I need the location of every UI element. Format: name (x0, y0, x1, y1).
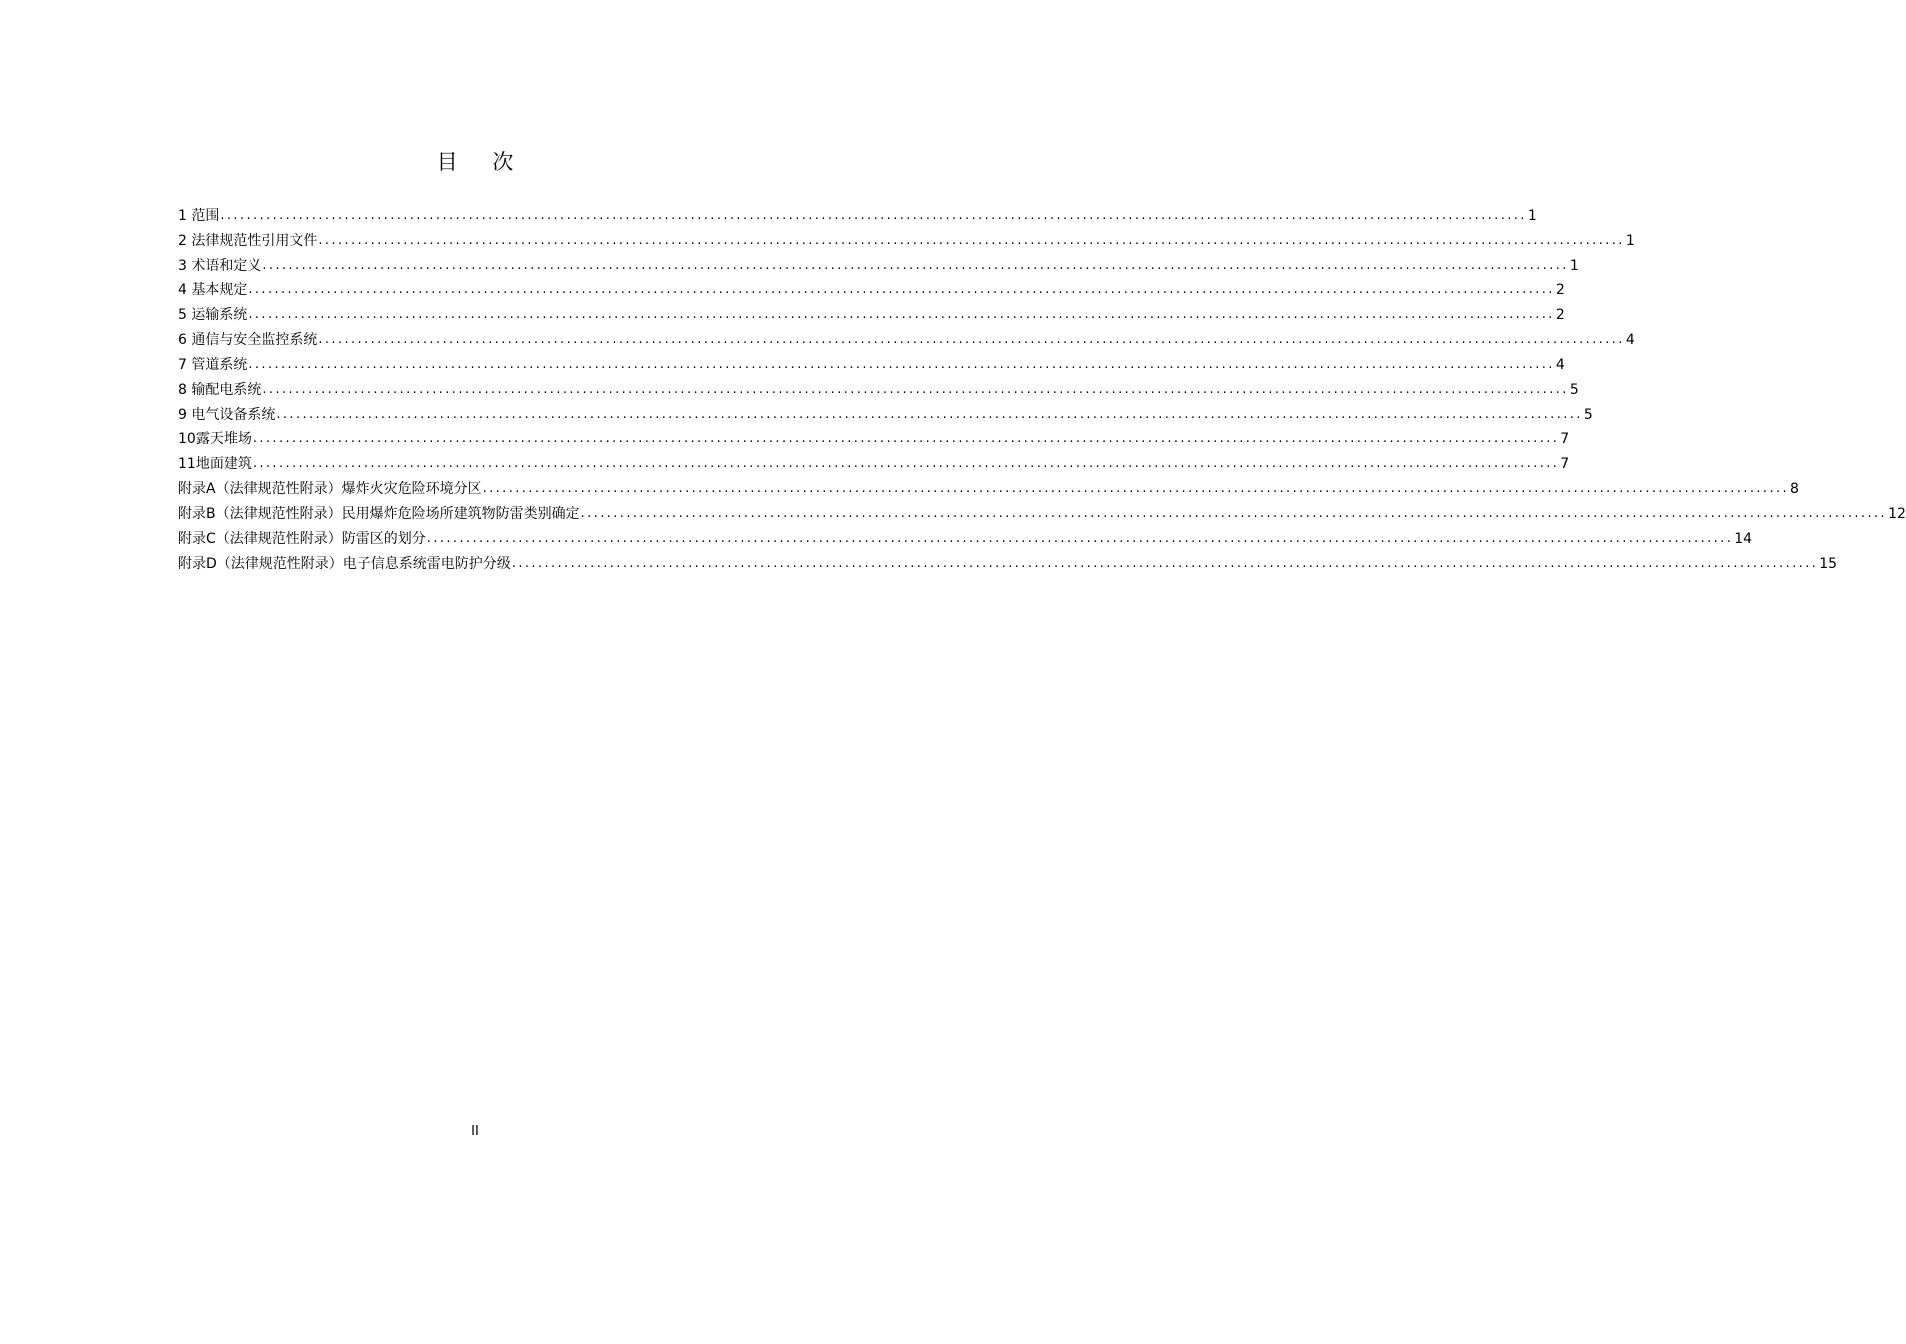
toc-entry-label: 8 输配电系统 (178, 381, 262, 398)
toc-leader-dots: ........................................................................................................................................................................................................ (580, 505, 1888, 521)
toc-entry-label: 2 法律规范性引用文件 (178, 232, 318, 249)
toc-leader-dots: ........................................................................................................................................................................................................ (248, 307, 1555, 323)
page-number: II (471, 1124, 479, 1139)
toc-entry-page: 1 (1569, 257, 1579, 274)
toc-entry-label: 附录A（法律规范性附录）爆炸火灾危险环境分区 (178, 481, 482, 498)
toc-entry[interactable] (178, 424, 1570, 449)
toc-entry-label: 附录B（法律规范性附录）民用爆炸危险场所建筑物防雷类别确定 (178, 505, 580, 522)
toc-entry-page: 7 (1560, 431, 1570, 448)
toc-leader-dots: ........................................................................................................................................................................................................ (318, 332, 1625, 348)
toc-entry-label: 3 术语和定义 (178, 257, 262, 274)
toc-entry-label: 5 运输系统 (178, 307, 248, 324)
toc-leader-dots: ........................................................................................................................................................................................................ (252, 456, 1560, 472)
toc-entry-label: 7 管道系统 (178, 356, 248, 373)
toc-entry[interactable] (178, 250, 1579, 275)
page-title: 目 次 (436, 150, 528, 174)
toc-entry-page: 7 (1560, 456, 1570, 473)
toc-entry[interactable] (178, 523, 1753, 548)
toc-entry[interactable] (178, 374, 1579, 399)
toc-entry-page: 5 (1583, 406, 1593, 423)
toc-entry[interactable] (178, 275, 1565, 300)
toc-entry[interactable] (178, 548, 1838, 573)
table-of-contents (178, 200, 1906, 573)
toc-leader-dots: ........................................................................................................................................................................................................ (276, 406, 1583, 422)
toc-entry-label: 1 范围 (178, 207, 220, 224)
toc-entry[interactable] (178, 200, 1537, 225)
toc-entry-page: 2 (1555, 282, 1565, 299)
toc-entry-page: 4 (1555, 356, 1565, 373)
toc-entry[interactable] (178, 448, 1570, 473)
toc-leader-dots: ........................................................................................................................................................................................................ (482, 481, 1790, 497)
toc-entry[interactable] (178, 498, 1906, 523)
toc-entry-page: 14 (1734, 530, 1753, 547)
toc-entry-label: 11地面建筑 (178, 456, 252, 473)
toc-entry-page: 4 (1625, 332, 1635, 349)
toc-entry-page: 5 (1569, 381, 1579, 398)
toc-leader-dots: ........................................................................................................................................................................................................ (426, 530, 1734, 546)
toc-leader-dots: ........................................................................................................................................................................................................ (248, 356, 1555, 372)
toc-entry-label: 4 基本规定 (178, 282, 248, 299)
toc-leader-dots: ........................................................................................................................................................................................................ (262, 257, 1569, 273)
toc-leader-dots: ........................................................................................................................................................................................................ (511, 555, 1819, 571)
toc-entry[interactable] (178, 349, 1565, 374)
toc-entry[interactable] (178, 225, 1635, 250)
toc-entry-label: 附录C（法律规范性附录）防雷区的划分 (178, 530, 426, 547)
toc-entry-page: 15 (1819, 555, 1838, 572)
toc-entry-page: 1 (1625, 232, 1635, 249)
toc-leader-dots: ........................................................................................................................................................................................................ (262, 381, 1569, 397)
toc-entry[interactable] (178, 399, 1593, 424)
toc-entry-label: 6 通信与安全监控系统 (178, 332, 318, 349)
toc-leader-dots: ........................................................................................................................................................................................................ (220, 207, 1527, 223)
toc-leader-dots: ........................................................................................................................................................................................................ (318, 232, 1625, 248)
toc-entry-page: 12 (1888, 505, 1906, 522)
toc-entry-label: 附录D（法律规范性附录）电子信息系统雷电防护分级 (178, 555, 511, 572)
toc-entry-page: 8 (1790, 481, 1799, 498)
toc-entry[interactable] (178, 299, 1565, 324)
toc-entry-label: 9 电气设备系统 (178, 406, 276, 423)
toc-entry[interactable] (178, 324, 1635, 349)
toc-leader-dots: ........................................................................................................................................................................................................ (252, 431, 1560, 447)
toc-entry-page: 2 (1555, 307, 1565, 324)
toc-entry-page: 1 (1527, 207, 1537, 224)
toc-leader-dots: ........................................................................................................................................................................................................ (248, 282, 1555, 298)
toc-entry[interactable] (178, 473, 1799, 498)
toc-entry-label: 10露天堆场 (178, 431, 252, 448)
